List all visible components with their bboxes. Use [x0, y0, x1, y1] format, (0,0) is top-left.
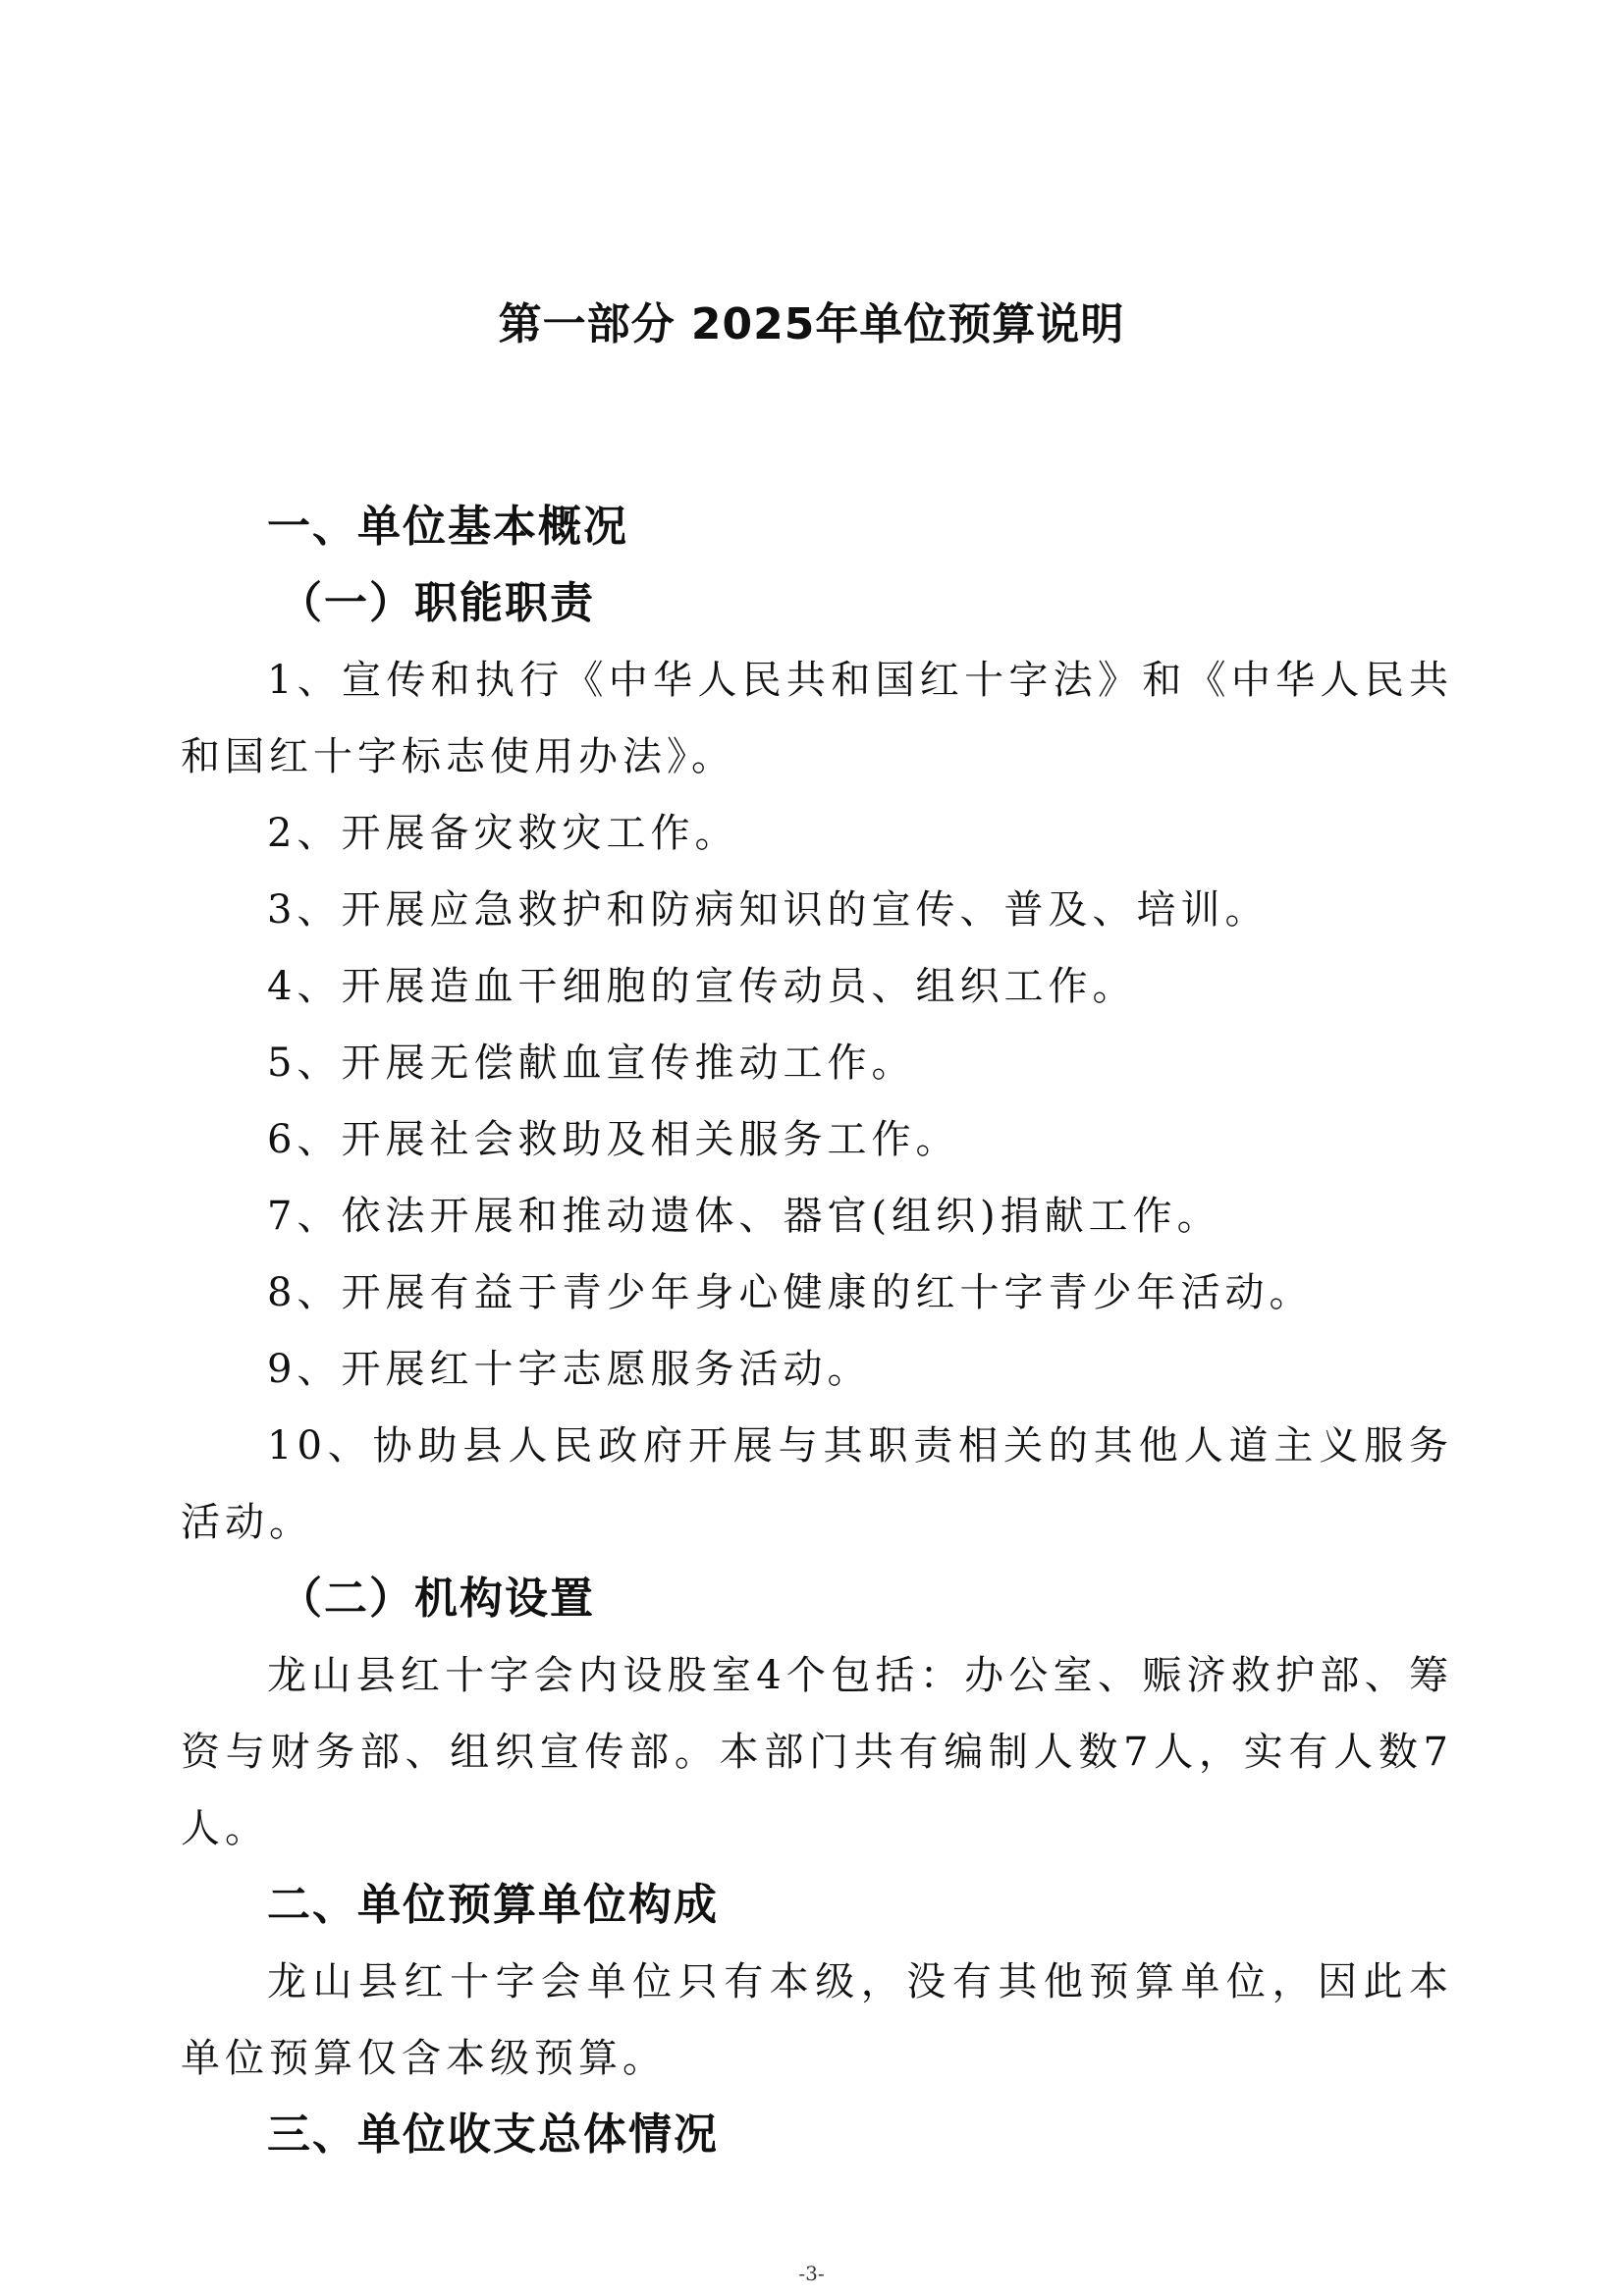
- duty-6: 6、开展社会救助及相关服务工作。: [267, 1117, 960, 1162]
- duty-8: 8、开展有益于青少年身心健康的红十字青少年活动。: [267, 1270, 1314, 1315]
- heading-unit-overview: 一、单位基本概况: [267, 502, 628, 552]
- duty-5: 5、开展无偿献血宣传推动工作。: [267, 1041, 916, 1086]
- heading-functions: （一）职能职责: [279, 578, 595, 628]
- heading-organization: （二）机构设置: [279, 1574, 595, 1624]
- duty-1: 1、宣传和执行《中华人民共和国红十字法》和《中华人民共和国红十字标志使用办法》。: [181, 658, 1453, 779]
- document-body: [181, 489, 1453, 2173]
- heading-budget-units: 二、单位预算单位构成: [267, 1880, 719, 1930]
- page-title: 第一部分 2025年单位预算说明: [498, 299, 1125, 349]
- duty-10: 10、协助县人民政府开展与其职责相关的其他人道主义服务活动。: [181, 1423, 1453, 1545]
- duty-7: 7、依法开展和推动遗体、器官(组织)捐献工作。: [267, 1194, 1221, 1239]
- duty-2: 2、开展备灾救灾工作。: [267, 811, 739, 856]
- budget-units-paragraph: 龙山县红十字会单位只有本级，没有其他预算单位，因此本单位预算仅含本级预算。: [181, 1959, 1453, 2081]
- page-number: -3-: [798, 2262, 825, 2285]
- duty-9: 9、开展红十字志愿服务活动。: [267, 1347, 872, 1392]
- duty-4: 4、开展造血干细胞的宣传动员、组织工作。: [267, 964, 1137, 1009]
- duty-3: 3、开展应急救护和防病知识的宣传、普及、培训。: [267, 887, 1270, 933]
- organization-paragraph: 龙山县红十字会内设股室4个包括：办公室、赈济救护部、筹资与财务部、组织宣传部。本部门共有编制人数7人，实有人数7人。: [181, 1653, 1453, 1851]
- heading-revenue-expenditure: 三、单位收支总体情况: [267, 2109, 719, 2160]
